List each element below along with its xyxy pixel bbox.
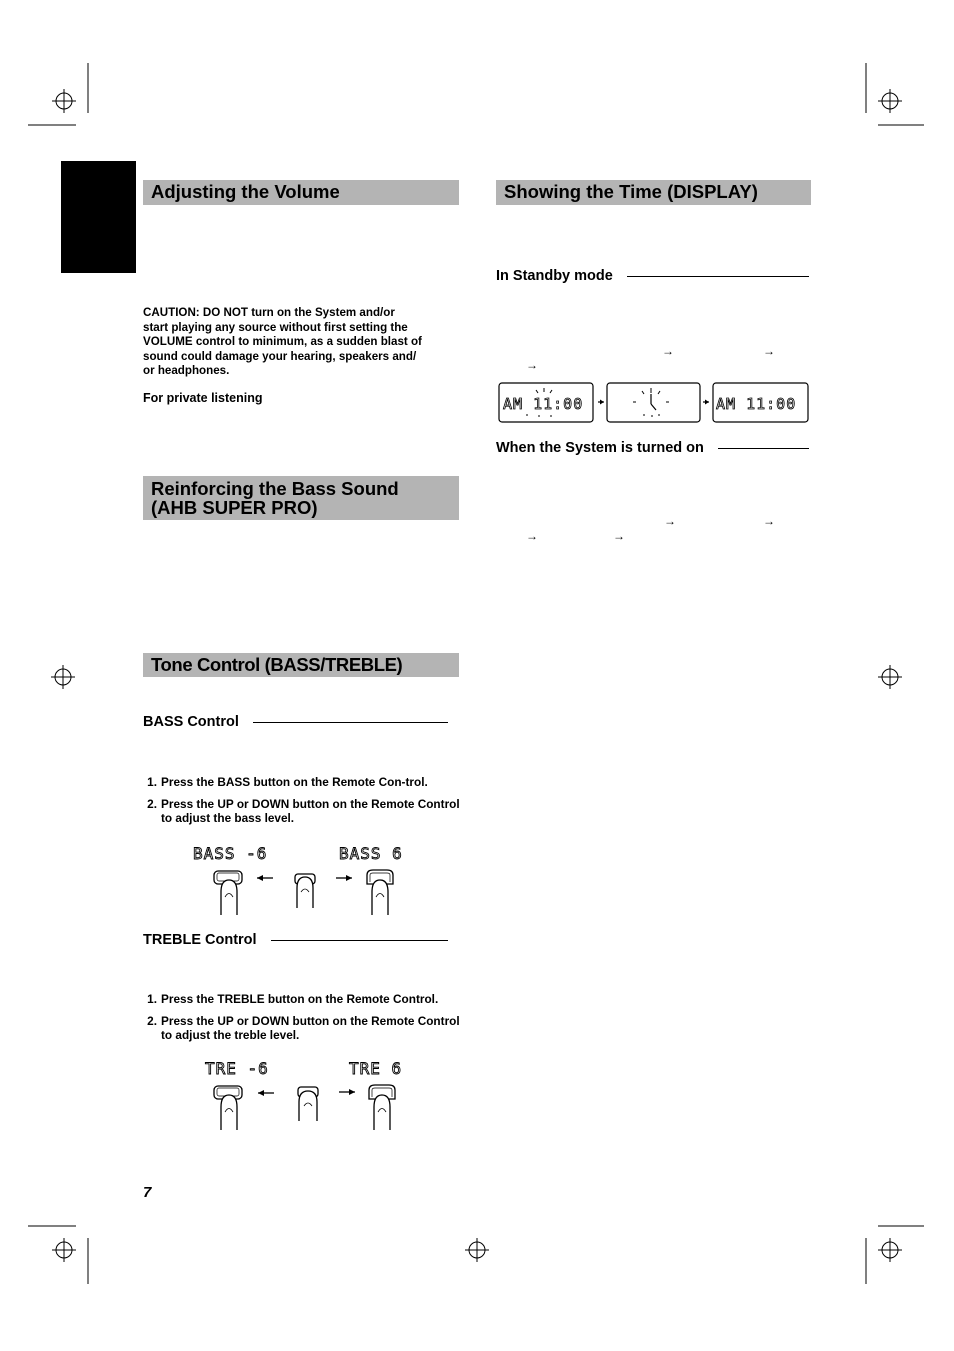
heading-bass-boost-line1: Reinforcing the Bass Sound bbox=[151, 478, 399, 499]
up-button-icon bbox=[367, 870, 393, 915]
down-button-icon bbox=[214, 871, 242, 915]
arrow-right-icon: → bbox=[526, 529, 538, 543]
bass-display-min: BASS -6 bbox=[193, 844, 268, 863]
heading-bass-boost bbox=[143, 476, 459, 520]
treble-display-max: TRE 6 bbox=[349, 1059, 403, 1078]
lcd-text: AM 11:00 bbox=[503, 395, 584, 413]
treble-level-illustration bbox=[195, 1057, 445, 1133]
bass-steps bbox=[143, 775, 461, 833]
registration-mark-icon bbox=[866, 1224, 926, 1286]
section-tab bbox=[61, 161, 136, 273]
step-number: 2. bbox=[147, 1013, 157, 1028]
arrow-right-icon: → bbox=[662, 344, 674, 358]
lcd-display-clock bbox=[499, 383, 593, 422]
registration-mark-icon bbox=[877, 664, 903, 690]
caution-note bbox=[143, 306, 461, 379]
caution-line: sound could damage your hearing, speakers and/ bbox=[143, 349, 417, 363]
heading-bass-boost-line2: (AHB SUPER PRO) bbox=[151, 497, 318, 518]
arrow-right-icon: → bbox=[613, 529, 625, 543]
registration-mark-icon bbox=[464, 1237, 490, 1263]
step-number: 2. bbox=[147, 796, 157, 811]
step-number: 1. bbox=[147, 775, 157, 789]
list-item bbox=[143, 992, 461, 1007]
list-item bbox=[143, 1014, 461, 1043]
lcd-text: AM 11:00 bbox=[716, 395, 797, 413]
registration-mark-icon bbox=[866, 63, 926, 128]
standby-display-sequence bbox=[498, 382, 810, 424]
lcd-display-clock-face bbox=[607, 383, 700, 422]
step-text: Press the TREBLE button on the Remote Control. bbox=[161, 992, 439, 1006]
finger-icon bbox=[295, 874, 315, 908]
up-button-icon bbox=[369, 1085, 395, 1130]
standby-label: In Standby mode bbox=[496, 268, 613, 284]
arrow-right-icon: → bbox=[763, 514, 775, 528]
bass-control-subhead bbox=[143, 714, 448, 730]
registration-mark-icon bbox=[28, 63, 78, 128]
caution-line: VOLUME control to minimum, as a sudden blast of bbox=[143, 335, 422, 348]
caution-line: or headphones. bbox=[143, 364, 230, 377]
bass-level-illustration bbox=[185, 842, 445, 918]
arrow-right-icon: → bbox=[763, 344, 775, 358]
step-text: Press the UP or DOWN button on the Remote Control to adjust the bass level. bbox=[161, 796, 460, 825]
step-text: Press the BASS button on the Remote Con-trol. bbox=[161, 775, 428, 789]
private-listening-label: For private listening bbox=[143, 391, 263, 405]
arrow-right-icon: → bbox=[526, 358, 538, 372]
treble-control-label: TREBLE Control bbox=[143, 932, 257, 948]
heading-tone-control: Tone Control (BASS/TREBLE) bbox=[143, 653, 459, 677]
arrow-right-icon: → bbox=[664, 514, 676, 528]
step-number: 1. bbox=[147, 992, 157, 1006]
step-text: Press the UP or DOWN button on the Remote Control to adjust the treble level. bbox=[161, 1013, 460, 1042]
subhead-rule bbox=[253, 722, 448, 723]
caution-line: start playing any source without first setting the bbox=[143, 320, 408, 334]
treble-display-min: TRE -6 bbox=[205, 1059, 269, 1078]
list-item bbox=[143, 775, 461, 790]
system-on-label: When the System is turned on bbox=[496, 440, 704, 456]
registration-mark-icon bbox=[28, 1224, 90, 1286]
treble-control-subhead bbox=[143, 932, 448, 948]
registration-mark-icon bbox=[50, 664, 76, 690]
finger-icon bbox=[298, 1087, 318, 1121]
list-item bbox=[143, 797, 461, 826]
lcd-display-time bbox=[713, 383, 808, 422]
caution-line: CAUTION: DO NOT turn on the System and/or bbox=[143, 306, 395, 319]
bass-control-label: BASS Control bbox=[143, 714, 239, 730]
page-number: 7 bbox=[143, 1184, 152, 1201]
bass-display-max: BASS 6 bbox=[339, 844, 403, 863]
heading-adjusting-volume: Adjusting the Volume bbox=[143, 180, 459, 205]
subhead-rule bbox=[627, 276, 809, 277]
standby-subhead bbox=[496, 268, 809, 284]
system-on-subhead bbox=[496, 440, 809, 456]
subhead-rule bbox=[718, 448, 809, 449]
treble-steps bbox=[143, 992, 461, 1050]
subhead-rule bbox=[271, 940, 448, 941]
heading-showing-time: Showing the Time (DISPLAY) bbox=[496, 180, 811, 205]
down-button-icon bbox=[214, 1086, 242, 1130]
